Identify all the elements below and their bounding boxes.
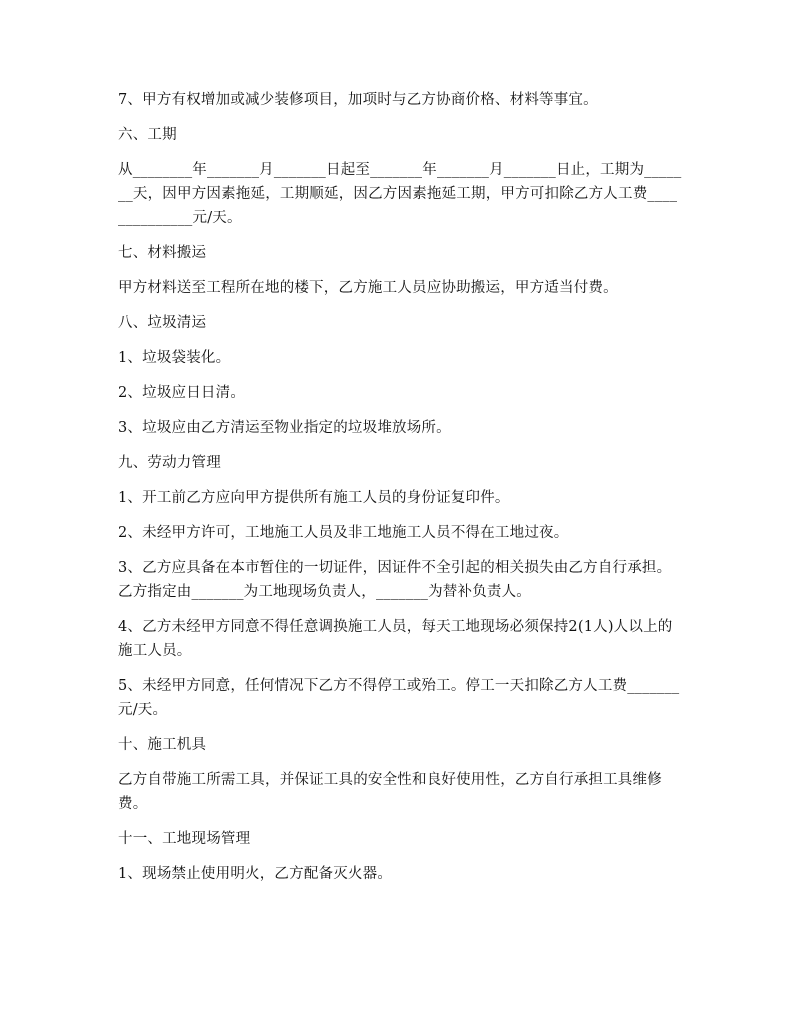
garbage-clause-1: 1、垃圾袋装化。 [118, 350, 231, 366]
clause-7-add-remove-items: 7、甲方有权增加或减少装修项目，加项时与乙方协商价格、材料等事宜。 [118, 92, 598, 108]
section-heading-material-transport: 七、材料搬运 [118, 245, 207, 261]
garbage-clause-3: 3、垃圾应由乙方清运至物业指定的垃圾堆放场所。 [118, 420, 451, 436]
labor-clause-1: 1、开工前乙方应向甲方提供所有施工人员的身份证复印件。 [118, 490, 510, 506]
site-management-clause-1: 1、现场禁止使用明火，乙方配备灭火器。 [118, 866, 393, 882]
section-heading-labor-management: 九、劳动力管理 [118, 455, 221, 471]
section-heading-tools: 十、施工机具 [118, 737, 207, 753]
material-transport-clause: 甲方材料送至工程所在地的楼下，乙方施工人员应协助搬运，甲方适当付费。 [118, 280, 618, 296]
document-body [118, 88, 684, 897]
labor-clause-3: 3、乙方应具备在本市暂住的一切证件，因证件不全引起的相关损失由乙方自行承担。乙方指定由_______为工地现场负责人，_______为替补负责人。 [118, 560, 672, 600]
tools-clause: 乙方自带施工所需工具，并保证工具的安全性和良好使用性，乙方自行承担工具维修费。 [118, 772, 662, 812]
garbage-clause-2: 2、垃圾应日日清。 [118, 385, 246, 401]
labor-clause-2: 2、未经甲方许可，工地施工人员及非工地施工人员不得在工地过夜。 [118, 525, 569, 541]
labor-clause-4: 4、乙方未经甲方同意不得任意调换施工人员，每天工地现场必须保持2(1人)人以上的施工人员。 [118, 619, 673, 659]
schedule-clause: 从________年_______月_______日起至_______年_______月_______日止，工期为_______天，因甲方因素拖延，工期顺延，因乙方因素拖延工期，甲方可扣除乙方人工费______________元/天。 [118, 162, 682, 226]
section-heading-schedule: 六、工期 [118, 127, 177, 143]
section-heading-site-management: 十一、工地现场管理 [118, 831, 251, 847]
section-heading-garbage-removal: 八、垃圾清运 [118, 315, 207, 331]
labor-clause-5: 5、未经甲方同意，任何情况下乙方不得停工或殆工。停工一天扣除乙方人工费_______元/天。 [118, 678, 680, 718]
